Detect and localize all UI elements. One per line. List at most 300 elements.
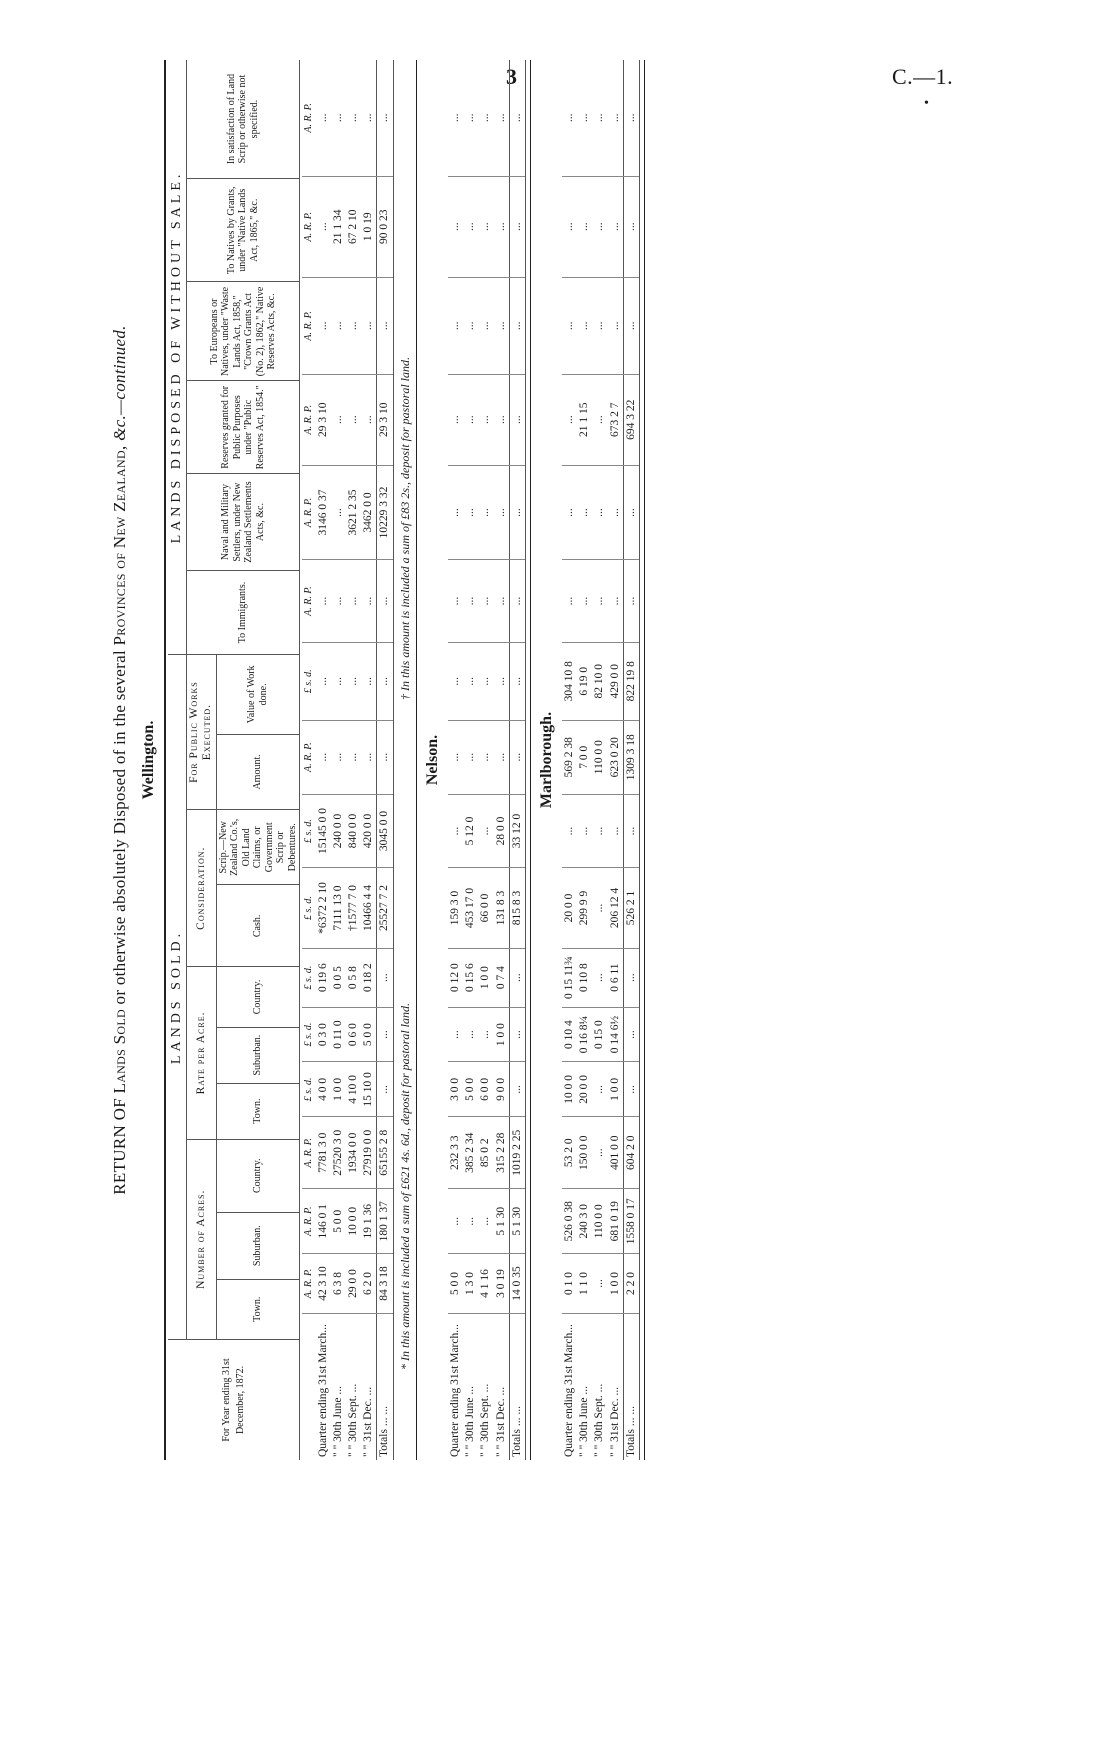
table-cell: ... xyxy=(494,176,510,277)
table-cell: 526 2 1 xyxy=(623,868,639,948)
table-cell: ... xyxy=(478,374,493,465)
table-row xyxy=(562,60,577,1460)
table-cell: 7781 3 0 xyxy=(316,1117,331,1189)
table-cell: ... xyxy=(592,374,607,465)
header-value-work: Value of Work done. xyxy=(216,655,300,735)
table-cell: ... xyxy=(494,277,510,374)
table-cell: ... xyxy=(316,60,331,176)
table-cell: 1309 3 18 xyxy=(623,720,639,794)
column-headers xyxy=(168,60,300,1460)
table-cell: 29 3 10 xyxy=(377,374,393,465)
table-cell: ... xyxy=(361,374,377,465)
unit-cell: £ s. d. xyxy=(302,794,316,868)
table-cell: ... xyxy=(509,1062,525,1117)
table-cell: 0 1 0 xyxy=(562,1254,577,1313)
header-rate-per-acre: Rate per Acre. xyxy=(187,967,216,1139)
table-cell: ... xyxy=(592,277,607,374)
table-cell: ... xyxy=(377,560,393,642)
table-cell: ... xyxy=(592,176,607,277)
table-row xyxy=(577,60,592,1460)
table-row xyxy=(361,60,377,1460)
table-row xyxy=(608,60,624,1460)
unit-cell: A. R. P. xyxy=(302,720,316,794)
table-cell: ... xyxy=(448,794,463,868)
unit-cell: A. R. P. xyxy=(302,176,316,277)
table-cell: ... xyxy=(377,277,393,374)
table-cell: ... xyxy=(463,465,478,560)
table-cell: 1 1 0 xyxy=(577,1254,592,1313)
table-cell: ... xyxy=(509,720,525,794)
header-number-of-acres: Number of Acres. xyxy=(187,1139,216,1339)
table-row xyxy=(346,60,361,1460)
table-cell: 1558 0 17 xyxy=(623,1189,639,1254)
header-rate-suburban: Suburban. xyxy=(216,1027,300,1083)
section-rule xyxy=(530,60,531,1460)
unit-cell: £ s. d. xyxy=(302,642,316,720)
table-cell: ... xyxy=(623,1062,639,1117)
unit-cell: A. R. P. xyxy=(302,60,316,176)
table-cell: 159 3 0 xyxy=(448,868,463,948)
header-year: For Year ending 31st December, 1872. xyxy=(168,1339,300,1460)
title-middle: or otherwise absolutely Disposed of in the several xyxy=(110,650,129,1005)
table-cell: ... xyxy=(316,176,331,277)
table-cell: ... xyxy=(623,560,639,642)
table-cell: ... xyxy=(346,720,361,794)
table-cell: 5 0 0 xyxy=(331,1189,346,1254)
table-cell: ... xyxy=(494,60,510,176)
table-cell: 6 2 0 xyxy=(361,1254,377,1313)
table-cell: ... xyxy=(577,465,592,560)
table-cell: ... xyxy=(509,176,525,277)
table-cell: ... xyxy=(562,60,577,176)
row-label: Totals ... ... xyxy=(509,1313,525,1460)
table-cell: 240 0 0 xyxy=(331,794,346,868)
table-cell: 6 19 0 xyxy=(577,642,592,720)
table-cell: ... xyxy=(592,868,607,948)
page-title: RETURN OF Lands Sold or otherwise absolutely Disposed of in the several Provinces of New Zealand, &c.—continued. xyxy=(110,325,129,1195)
document-code-dot: • xyxy=(924,96,929,111)
unit-cell: A. R. P. xyxy=(302,560,316,642)
row-label: " " 30th June ... xyxy=(331,1385,344,1457)
header-amount: Amount. xyxy=(216,734,300,809)
table-cell: 681 0 19 xyxy=(608,1189,624,1254)
table-cell: 10 0 0 xyxy=(562,1062,577,1117)
table-cell: ... xyxy=(592,1062,607,1117)
table-cell: 66 0 0 xyxy=(478,868,493,948)
table-row xyxy=(331,60,346,1460)
table-cell: 4 10 0 xyxy=(346,1062,361,1117)
table-cell: 29 0 0 xyxy=(346,1254,361,1313)
table-cell: ... xyxy=(509,1007,525,1062)
table-cell: 180 1 37 xyxy=(377,1189,393,1254)
table-cell: 42 3 10 xyxy=(316,1254,331,1313)
header-without-sale: LANDS DISPOSED OF WITHOUT SALE. xyxy=(168,60,187,655)
table-row xyxy=(478,60,493,1460)
unit-cell: £ s. d. xyxy=(302,1062,316,1117)
table-cell: ... xyxy=(463,60,478,176)
table-row xyxy=(494,60,510,1460)
title-provinces: Provinces of New Zealand xyxy=(110,450,129,646)
header-reserves: Reserves granted for Public Purposes under "Public Reserves Act, 1854." xyxy=(187,381,300,474)
table-cell: 206 12 4 xyxy=(608,868,624,948)
table-cell: 1 0 0 xyxy=(331,1062,346,1117)
table-cell: ... xyxy=(377,948,393,1007)
table-cell: ... xyxy=(346,60,361,176)
table-cell: ... xyxy=(331,374,346,465)
table-cell: 385 2 34 xyxy=(463,1117,478,1189)
table-cell: 0 15 11¾ xyxy=(562,948,577,1007)
table-cell: ... xyxy=(463,277,478,374)
table-cell: ... xyxy=(463,1189,478,1254)
document-code: C.—1. xyxy=(892,64,954,89)
section-table xyxy=(448,60,526,1460)
table-cell: 0 10 8 xyxy=(577,948,592,1007)
unit-cell: £ s. d. xyxy=(302,1007,316,1062)
table-cell: 604 2 0 xyxy=(623,1117,639,1189)
table-cell: 694 3 22 xyxy=(623,374,639,465)
table-cell: ... xyxy=(448,374,463,465)
table-cell: 3146 0 37 xyxy=(316,465,331,560)
table-cell: ... xyxy=(509,374,525,465)
table-cell: 3462 0 0 xyxy=(361,465,377,560)
row-label: " " 31st Dec. ... xyxy=(494,1386,507,1457)
table-cell: ... xyxy=(494,720,510,794)
table-cell: 0 11 0 xyxy=(331,1007,346,1062)
table-cell: ... xyxy=(331,720,346,794)
table-cell: ... xyxy=(623,60,639,176)
table-cell: 840 0 0 xyxy=(346,794,361,868)
title-lands-sold: Lands Sold xyxy=(110,1009,129,1094)
table-cell: 0 16 8¼ xyxy=(577,1007,592,1062)
row-label: Totals ... ... xyxy=(377,1313,393,1460)
row-label: " " 30th Sept. ... xyxy=(346,1383,359,1457)
table-cell: 1 0 0 xyxy=(608,1062,624,1117)
table-cell: ... xyxy=(316,642,331,720)
unit-cell: £ s. d. xyxy=(302,948,316,1007)
table-cell: ... xyxy=(608,176,624,277)
table-cell: 0 15 0 xyxy=(592,1007,607,1062)
header-acres-suburban: Suburban. xyxy=(216,1212,300,1279)
row-label: Quarter ending 31st March... xyxy=(563,1324,575,1457)
table-cell: 4 0 0 xyxy=(316,1062,331,1117)
section-title-marlborough: Marlborough. xyxy=(538,711,555,809)
table-cell: ... xyxy=(623,1007,639,1062)
section-rule xyxy=(416,60,417,1460)
table-cell: 21 1 15 xyxy=(577,374,592,465)
table-cell: 453 17 0 xyxy=(463,868,478,948)
table-cell: 10229 3 32 xyxy=(377,465,393,560)
header-consideration: Consideration. xyxy=(187,810,216,967)
table-cell: ... xyxy=(577,176,592,277)
table-cell: 0 6 11 xyxy=(608,948,624,1007)
table-cell: ... xyxy=(331,60,346,176)
table-cell: ... xyxy=(346,277,361,374)
table-cell: 3045 0 0 xyxy=(377,794,393,868)
table-cell: 0 3 0 xyxy=(316,1007,331,1062)
table-cell: 526 0 38 xyxy=(562,1189,577,1254)
row-label: " " 30th June ... xyxy=(578,1385,591,1457)
header-in-satisfaction: In satisfaction of Land Scrip or otherwise not specified. xyxy=(187,60,300,179)
table-cell: 5 0 0 xyxy=(361,1007,377,1062)
table-row xyxy=(592,60,607,1460)
table-row xyxy=(463,60,478,1460)
table-cell: 0 14 6½ xyxy=(608,1007,624,1062)
table-cell: 131 8 3 xyxy=(494,868,510,948)
table-cell: 1 3 0 xyxy=(463,1254,478,1313)
table-cell: 6 3 8 xyxy=(331,1254,346,1313)
table-cell: 569 2 38 xyxy=(562,720,577,794)
row-label: Quarter ending 31st March... xyxy=(316,1324,329,1457)
table-cell: ... xyxy=(562,277,577,374)
table-cell: †1577 7 0 xyxy=(346,868,361,948)
table-cell: ... xyxy=(361,60,377,176)
table-cell: ... xyxy=(592,465,607,560)
table-cell: 33 12 0 xyxy=(509,794,525,868)
table-cell: 1 0 0 xyxy=(494,1007,510,1062)
table-cell: 82 10 0 xyxy=(592,642,607,720)
unit-cell: £ s. d. xyxy=(302,868,316,948)
table-cell: ... xyxy=(478,277,493,374)
table-cell: 5 0 0 xyxy=(448,1254,463,1313)
table-cell: ... xyxy=(448,1189,463,1254)
table-cell: 27919 0 0 xyxy=(361,1117,377,1189)
table-cell: 0 5 8 xyxy=(346,948,361,1007)
table-cell: 0 0 5 xyxy=(331,948,346,1007)
table-cell: 90 0 23 xyxy=(377,176,393,277)
table-cell: ... xyxy=(494,560,510,642)
row-label: " " 30th June ... xyxy=(464,1385,477,1457)
table-cell: ... xyxy=(346,642,361,720)
table-cell: ... xyxy=(448,720,463,794)
table-cell: 623 0 20 xyxy=(608,720,624,794)
unit-cell: A. R. P. xyxy=(302,277,316,374)
table-cell: ... xyxy=(478,1007,493,1062)
unit-cell: A. R. P. xyxy=(302,1117,316,1189)
table-cell: 9 0 0 xyxy=(494,1062,510,1117)
title-suffix: &c.—continued. xyxy=(110,325,129,441)
table-cell: ... xyxy=(562,374,577,465)
table-cell: 10 0 0 xyxy=(346,1189,361,1254)
table-cell: ... xyxy=(509,560,525,642)
header-cash: Cash. xyxy=(216,885,300,967)
table-cell: ... xyxy=(448,60,463,176)
table-cell: ... xyxy=(478,60,493,176)
table-cell: 21 1 34 xyxy=(331,176,346,277)
table-cell: ... xyxy=(577,560,592,642)
table-cell: ... xyxy=(448,465,463,560)
row-label: " " 30th Sept. ... xyxy=(593,1383,606,1457)
header-rate-town: Town. xyxy=(216,1083,300,1139)
table-cell: 0 18 2 xyxy=(361,948,377,1007)
table-cell: 67 2 10 xyxy=(346,176,361,277)
table-cell: ... xyxy=(478,1189,493,1254)
table-cell: ... xyxy=(509,60,525,176)
footnote: * In this amount is included a sum of £621 4s. 6d., deposit for pastoral land. xyxy=(398,1002,412,1370)
table-cell: 0 19 6 xyxy=(316,948,331,1007)
table-cell: 14 0 35 xyxy=(509,1254,525,1313)
table-cell: 232 3 3 xyxy=(448,1117,463,1189)
table-cell: ... xyxy=(316,720,331,794)
table-cell: ... xyxy=(331,465,346,560)
table-cell: 19 1 36 xyxy=(361,1189,377,1254)
table-cell: ... xyxy=(608,465,624,560)
table-cell: ... xyxy=(592,948,607,1007)
table-cell: ... xyxy=(361,277,377,374)
table-cell: ... xyxy=(494,465,510,560)
totals-row xyxy=(509,60,525,1460)
table-cell: ... xyxy=(592,794,607,868)
table-cell: ... xyxy=(463,374,478,465)
table-cell: 110 0 0 xyxy=(592,1189,607,1254)
table-cell: 0 15 6 xyxy=(463,948,478,1007)
table-cell: 85 0 2 xyxy=(478,1117,493,1189)
table-cell: ... xyxy=(562,465,577,560)
section-rule xyxy=(644,60,645,1460)
table-cell: ... xyxy=(463,176,478,277)
table-cell: ... xyxy=(509,948,525,1007)
table-cell: ... xyxy=(509,465,525,560)
table-cell: 1 0 0 xyxy=(478,948,493,1007)
table-cell: *6372 2 10 xyxy=(316,868,331,948)
title-prefix: RETURN OF xyxy=(110,1098,129,1195)
table-cell: ... xyxy=(592,60,607,176)
totals-row xyxy=(623,60,639,1460)
table-cell: 822 19 8 xyxy=(623,642,639,720)
table-cell: ... xyxy=(316,560,331,642)
header-naval-military: Naval and Military Settlers, under New Zealand Settlements Acts, &c. xyxy=(187,474,300,571)
table-cell: 1 0 19 xyxy=(361,176,377,277)
table-cell: ... xyxy=(448,277,463,374)
table-cell: ... xyxy=(316,277,331,374)
table-cell: ... xyxy=(577,60,592,176)
table-cell: ... xyxy=(494,642,510,720)
table-cell: 29 3 10 xyxy=(316,374,331,465)
table-cell: ... xyxy=(623,465,639,560)
table-cell: 84 3 18 xyxy=(377,1254,393,1313)
table-cell: ... xyxy=(377,60,393,176)
row-label: " " 31st Dec. ... xyxy=(362,1386,375,1457)
row-label: Totals ... ... xyxy=(623,1313,639,1460)
table-cell: ... xyxy=(608,60,624,176)
table-cell: 5 12 0 xyxy=(463,794,478,868)
table-cell: ... xyxy=(346,374,361,465)
footnote: † In this amount is included a sum of £83 2s., deposit for pastoral land. xyxy=(398,356,412,700)
table-row xyxy=(316,60,331,1460)
table-cell: 429 0 0 xyxy=(608,642,624,720)
header-to-immigrants: To Immigrants. xyxy=(187,571,300,655)
table-cell: ... xyxy=(608,560,624,642)
table-cell: 3 0 0 xyxy=(448,1062,463,1117)
table-cell: ... xyxy=(331,277,346,374)
table-cell: 65155 2 8 xyxy=(377,1117,393,1189)
table-cell: ... xyxy=(608,794,624,868)
table-cell: ... xyxy=(478,465,493,560)
table-cell: 240 3 0 xyxy=(577,1189,592,1254)
table-cell: ... xyxy=(478,176,493,277)
table-cell: 150 0 0 xyxy=(577,1117,592,1189)
table-cell: 15 10 0 xyxy=(361,1062,377,1117)
table-cell: ... xyxy=(377,1062,393,1117)
row-label: " " 30th Sept. ... xyxy=(479,1383,492,1457)
table-cell: ... xyxy=(509,277,525,374)
table-cell: 7111 13 0 xyxy=(331,868,346,948)
table-cell: 27520 3 0 xyxy=(331,1117,346,1189)
header-lands-sold: LANDS SOLD. xyxy=(168,655,187,1340)
table-cell: ... xyxy=(478,560,493,642)
table-cell: 28 0 0 xyxy=(494,794,510,868)
table-cell: 5 1 30 xyxy=(509,1189,525,1254)
table-cell: 25527 7 2 xyxy=(377,868,393,948)
table-cell: ... xyxy=(592,1254,607,1313)
section-table xyxy=(302,60,394,1460)
table-cell: 401 0 0 xyxy=(608,1117,624,1189)
table-row xyxy=(448,60,463,1460)
unit-cell: A. R. P. xyxy=(302,374,316,465)
table-cell: ... xyxy=(463,642,478,720)
table-cell: 110 0 0 xyxy=(592,720,607,794)
table-cell: ... xyxy=(463,560,478,642)
section-title-wellington: Wellington. xyxy=(140,720,157,800)
table-cell: ... xyxy=(331,560,346,642)
rotated-table-page xyxy=(110,60,950,1460)
table-cell: 3 0 19 xyxy=(494,1254,510,1313)
page-number: 3 xyxy=(506,64,517,89)
table-cell: ... xyxy=(448,1007,463,1062)
table-cell: ... xyxy=(592,1117,607,1189)
table-cell: ... xyxy=(361,560,377,642)
header-to-europeans: To Europeans or Natives, under "Waste Lands Act, 1858," "Crown Grants Act (No. 2), 1862," Native Reserves Acts, &c. xyxy=(187,282,300,381)
table-cell: ... xyxy=(448,642,463,720)
table-cell: ... xyxy=(623,176,639,277)
table-cell: 2 2 0 xyxy=(623,1254,639,1313)
table-cell: 315 2 28 xyxy=(494,1117,510,1189)
header-acres-town: Town. xyxy=(216,1279,300,1339)
table-cell: 10466 4 4 xyxy=(361,868,377,948)
table-cell: 815 8 3 xyxy=(509,868,525,948)
table-cell: ... xyxy=(623,794,639,868)
table-cell: ... xyxy=(623,277,639,374)
table-cell: ... xyxy=(478,794,493,868)
table-cell: ... xyxy=(377,1007,393,1062)
units-row xyxy=(302,60,316,1460)
totals-row xyxy=(377,60,393,1460)
table-cell: 0 12 0 xyxy=(448,948,463,1007)
table-cell: 1934 0 0 xyxy=(346,1117,361,1189)
table-cell: 304 10 8 xyxy=(562,642,577,720)
header-acres-country: Country. xyxy=(216,1139,300,1212)
table-cell: 53 2 0 xyxy=(562,1117,577,1189)
header-public-works: For Public Works Executed. xyxy=(187,655,216,810)
table-cell: ... xyxy=(331,642,346,720)
table-cell: 0 7 4 xyxy=(494,948,510,1007)
section-title-nelson: Nelson. xyxy=(424,734,441,786)
table-cell: 299 9 9 xyxy=(577,868,592,948)
table-cell: 146 0 1 xyxy=(316,1189,331,1254)
table-cell: ... xyxy=(463,1007,478,1062)
table-cell: 1019 2 25 xyxy=(509,1117,525,1189)
row-label: Quarter ending 31st March... xyxy=(449,1324,461,1457)
table-cell: 5 1 30 xyxy=(494,1189,510,1254)
table-cell: 20 0 0 xyxy=(577,1062,592,1117)
table-cell: 4 1 16 xyxy=(478,1254,493,1313)
table-cell: 7 0 0 xyxy=(577,720,592,794)
table-cell: ... xyxy=(562,794,577,868)
table-cell: ... xyxy=(478,720,493,794)
table-cell: ... xyxy=(577,277,592,374)
table-cell: 15145 0 0 xyxy=(316,794,331,868)
table-cell: ... xyxy=(361,642,377,720)
table-cell: 3621 2 35 xyxy=(346,465,361,560)
